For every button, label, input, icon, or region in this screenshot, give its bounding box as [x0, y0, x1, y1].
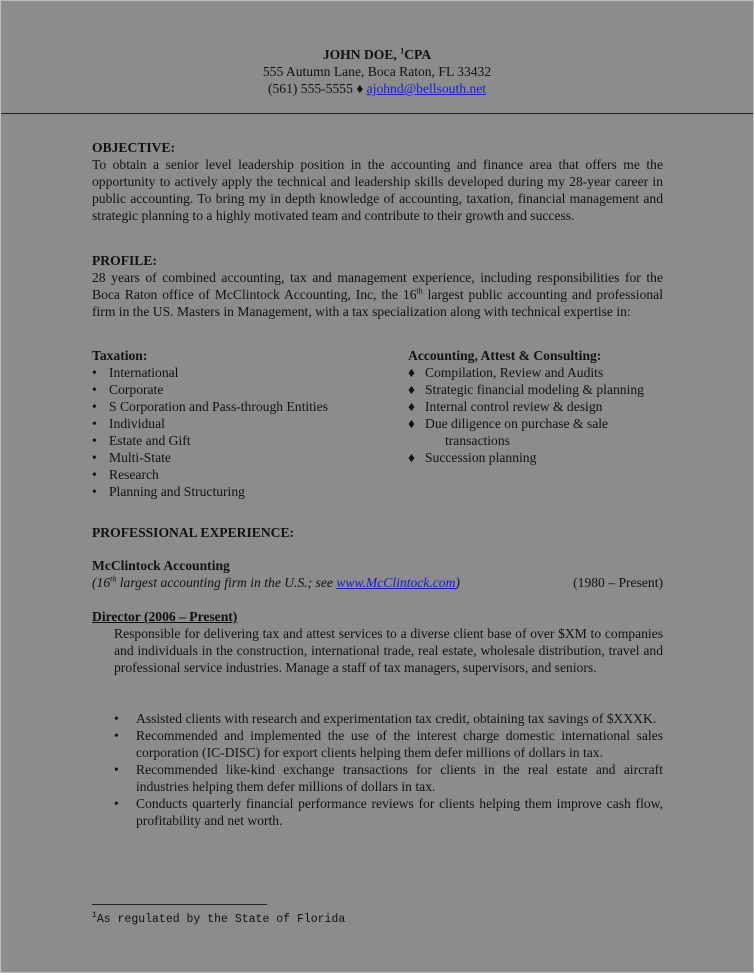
taxation-list [92, 364, 392, 500]
diamond-bullet-icon: ♦ [408, 365, 415, 380]
bullet-icon: • [92, 484, 97, 499]
list-item: • S Corporation and Pass-through Entities [92, 399, 328, 414]
role-title: Director (2006 – Present) [92, 609, 238, 624]
list-item: • Recommended like-kind exchange transactions for clients in the real estate and aircraft industries helping them defer millions of dollars in tax. [114, 762, 663, 794]
profile-section [92, 252, 663, 320]
objective-text: To obtain a senior level leadership position in the accounting and finance area that offers me the opportunity to actively apply the technical and leadership skills developed during my 28-year career in public accounting. To bring my in depth knowledge of accounting, taxation, financial management and strategic planning to a highly motivated team and contribute to their growth and success. [92, 157, 663, 223]
email-link[interactable]: ajohnd@bellsouth.net [366, 81, 487, 96]
objective-heading: OBJECTIVE: [92, 140, 176, 155]
bullet-icon: • [92, 433, 97, 448]
bullet-icon: • [92, 365, 97, 380]
accounting-list [408, 364, 698, 466]
bullet-icon: • [92, 467, 97, 482]
list-item: • International [92, 365, 179, 380]
list-item: ♦ Compilation, Review and Audits [408, 365, 604, 380]
list-item: • Planning and Structuring [92, 484, 245, 499]
header-divider [1, 113, 753, 114]
diamond-bullet-icon: ♦ [408, 382, 415, 397]
diamond-bullet-icon: ♦ [408, 416, 415, 431]
candidate-address: 555 Autumn Lane, Boca Raton, FL 33432 [262, 64, 492, 79]
list-item: ♦ Strategic financial modeling & planning [408, 382, 644, 397]
achievements-list [114, 710, 663, 829]
bullet-icon: • [92, 382, 97, 397]
bullet-icon: • [114, 728, 119, 743]
bullet-icon: • [92, 416, 97, 431]
list-item: • Estate and Gift [92, 433, 191, 448]
objective-section [92, 139, 663, 224]
list-item: • Conducts quarterly financial performance reviews for clients helping them improve cash flow, profitability and net worth. [114, 796, 663, 828]
candidate-name: JOHN DOE, $^1$CPA [322, 46, 432, 62]
footnote-divider [92, 904, 267, 905]
profile-text: 28 years of combined accounting, tax and management experience, including responsibilities for the Boca Raton office of McClintock Accounting, Inc, the 16th largest public accounting and professional firm in the US. Masters in Management, with a tax specialization along with technical expertise in: [92, 270, 663, 319]
firm-subtitle: (16th largest accounting firm in the U.S.; see www.McClintock.com) (1980 – Present) [92, 574, 663, 590]
firm-name: McClintock Accounting [92, 558, 230, 573]
bullet-icon: • [114, 796, 119, 811]
list-item: • Research [92, 467, 159, 482]
list-item: ♦ Internal control review & design [408, 399, 603, 414]
diamond-bullet-icon: ♦ [408, 450, 415, 465]
bullet-icon: • [92, 450, 97, 465]
resume-header [1, 46, 753, 97]
taxation-heading: Taxation: [92, 348, 148, 363]
list-item: • Multi-State [92, 450, 171, 465]
list-item: ♦ Succession planning [408, 450, 537, 465]
firm-years: (1980 – Present) [573, 575, 663, 590]
experience-heading: PROFESSIONAL EXPERIENCE: [92, 525, 295, 540]
footnote: $^1$As regulated by the State of Florida [92, 911, 346, 926]
bullet-icon: • [114, 762, 119, 777]
list-item: ♦ Due diligence on purchase & sale transactions [408, 416, 609, 448]
accounting-column [408, 347, 698, 466]
diamond-bullet-icon: ♦ [408, 399, 415, 414]
taxation-column [92, 347, 392, 500]
footnote-ref: 1 [400, 46, 405, 56]
bullet-icon: • [92, 399, 97, 414]
bullet-icon: • [114, 711, 119, 726]
firm-block [92, 557, 663, 591]
contact-line [1, 80, 753, 97]
firm-website-link[interactable]: www.McClintock.com [336, 575, 456, 590]
accounting-heading: Accounting, Attest & Consulting: [408, 348, 602, 363]
candidate-phone: (561) 555-5555 [267, 81, 353, 96]
list-item: • Individual [92, 416, 165, 431]
list-item: • Assisted clients with research and experimentation tax credit, obtaining tax savings of $XXXK. [114, 711, 657, 726]
diamond-separator-icon: ♦ [356, 81, 364, 96]
profile-heading: PROFILE: [92, 253, 157, 268]
list-item: • Corporate [92, 382, 164, 397]
list-item: • Recommended and implemented the use of the interest charge domestic international sales corporation (IC-DISC) for export clients helping them defer millions of dollars in tax. [114, 728, 663, 760]
role-description: Responsible for delivering tax and attest services to a diverse client base of over $XM to companies and individuals in the construction, international trade, real estate, wholesale distribution, travel and professional service industries. Manage a staff of tax managers, supervisors, and seniors. [114, 626, 663, 675]
